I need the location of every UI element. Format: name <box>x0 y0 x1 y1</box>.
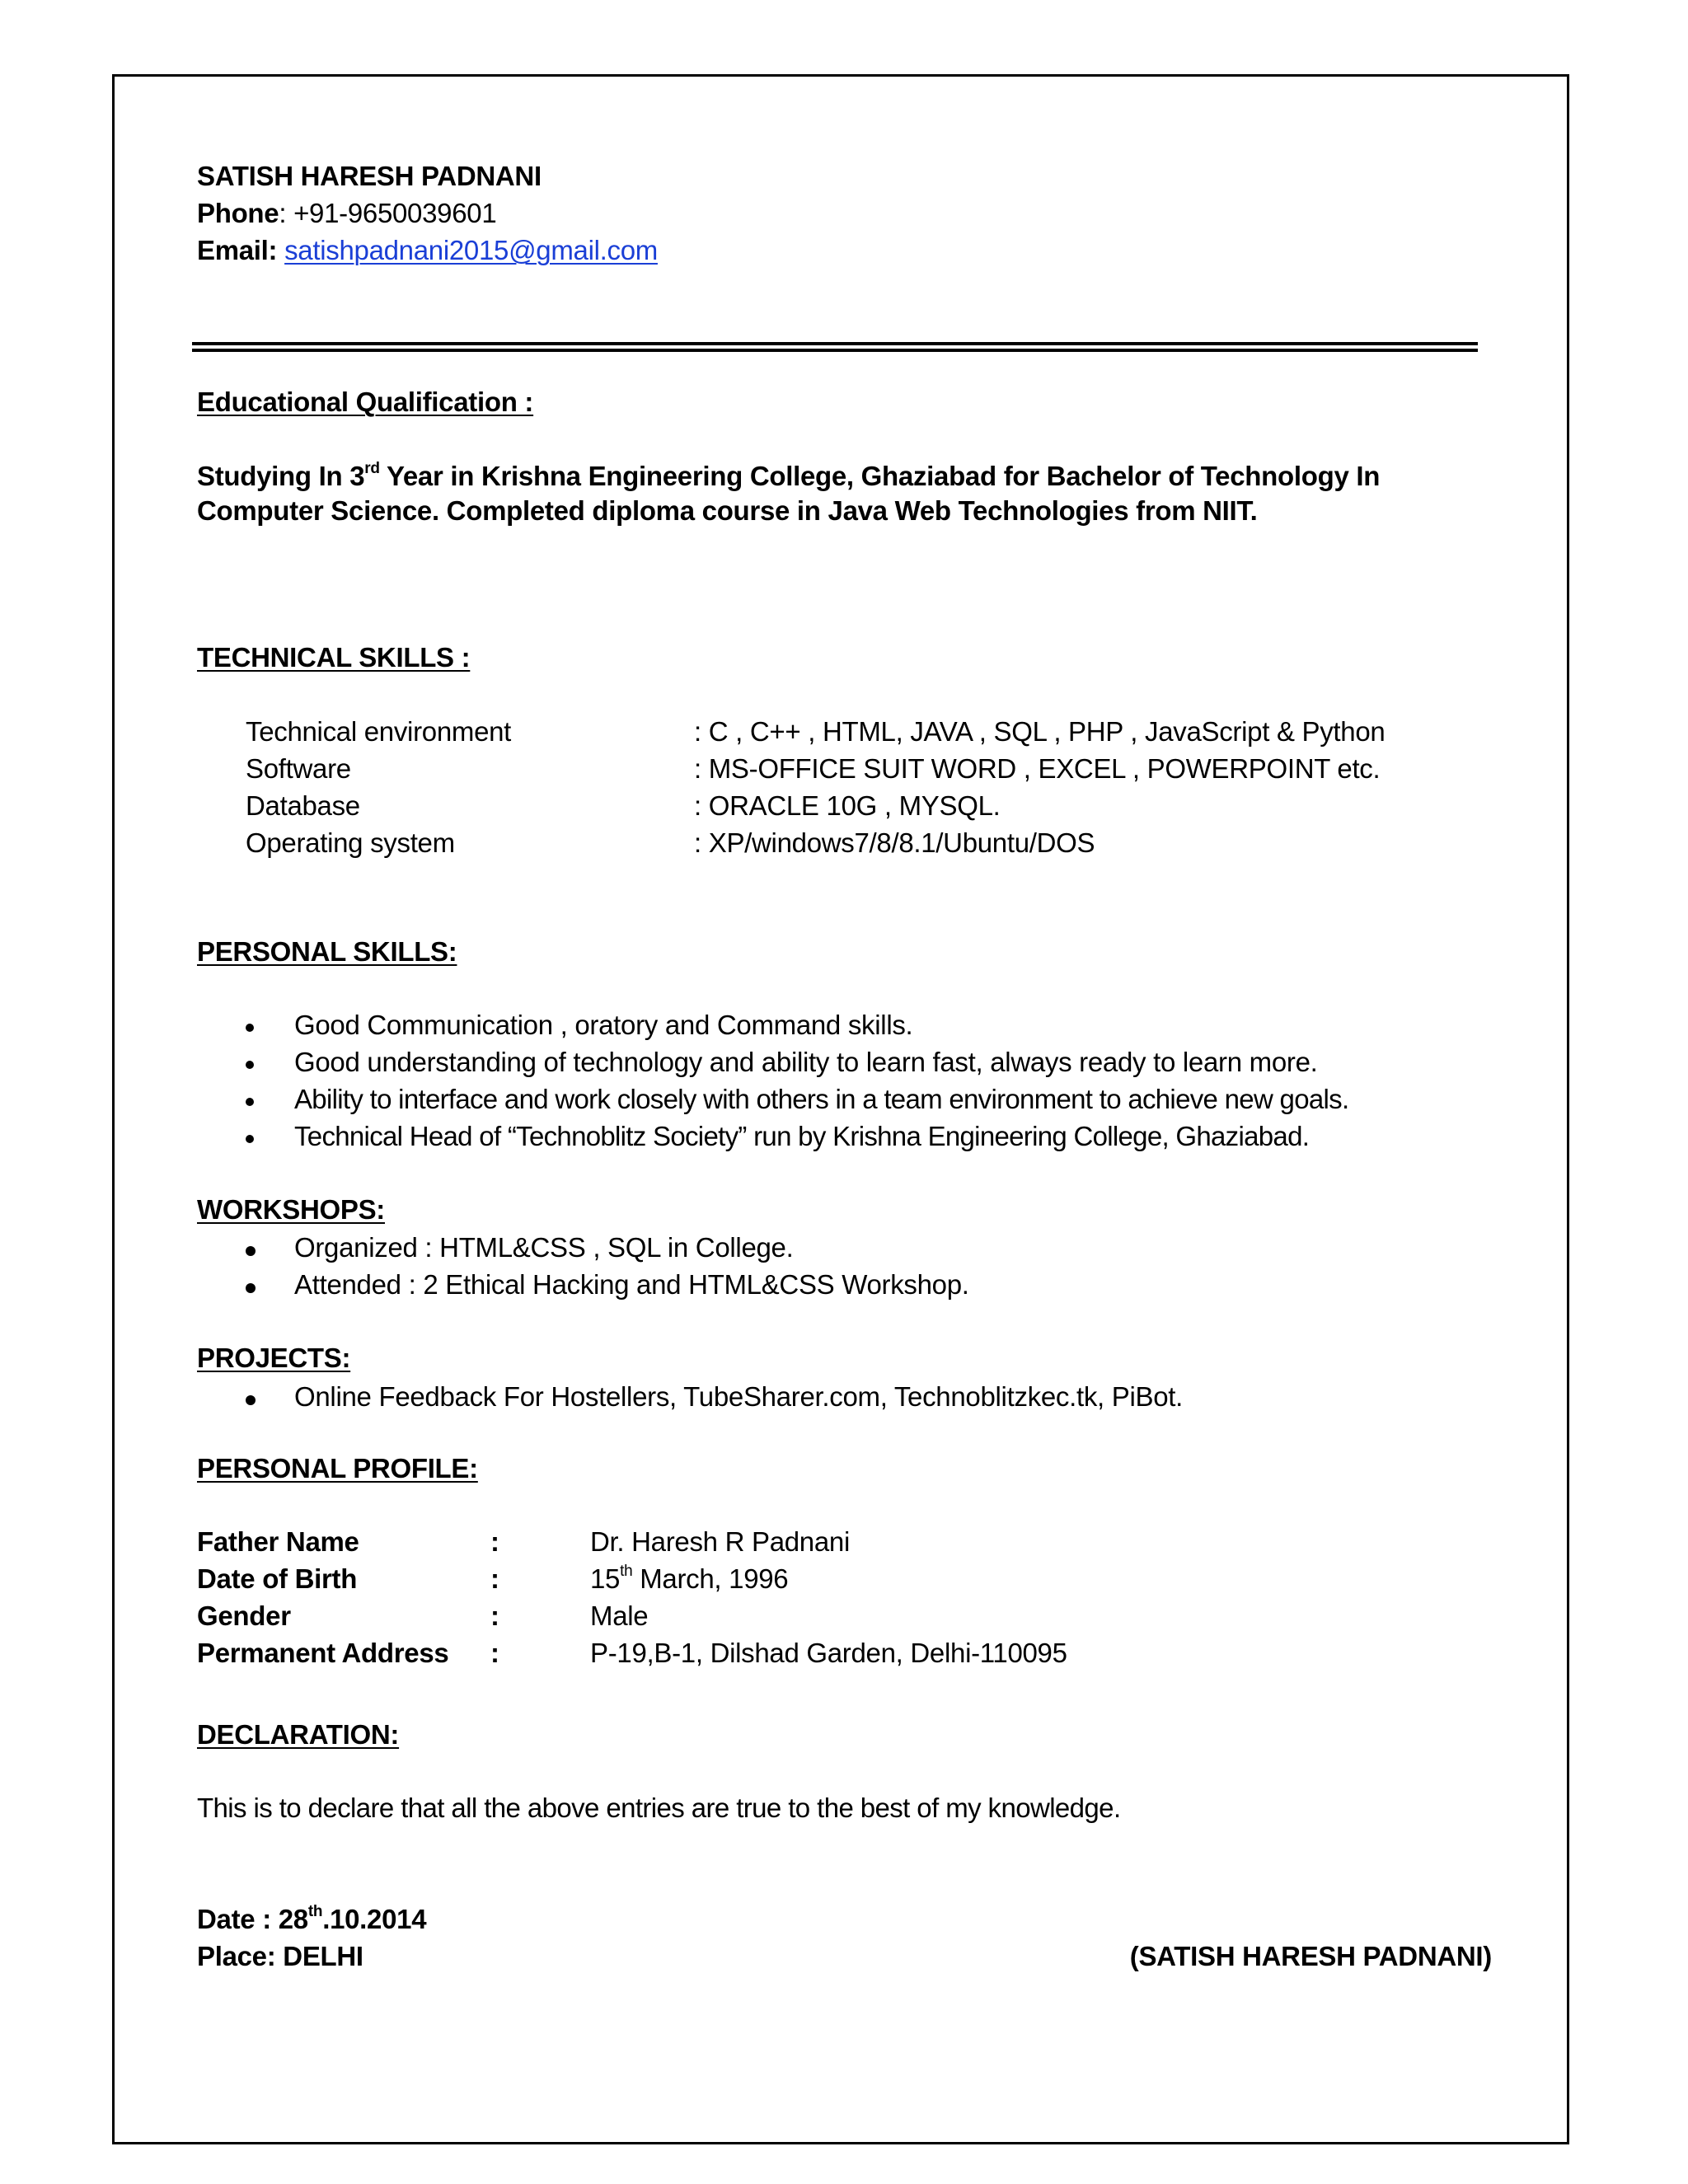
workshop-item: Organized : HTML&CSS , SQL in College. <box>294 1232 794 1263</box>
date-day-suffix: th <box>307 1903 323 1920</box>
tech-label-software: Software <box>246 753 351 784</box>
bullet-icon <box>246 1395 256 1405</box>
bullet-icon <box>246 1024 254 1032</box>
dob-value <box>590 1561 788 1597</box>
projects-heading: PROJECTS: <box>197 1343 351 1373</box>
email-link[interactable]: satishpadnani2015@gmail.com <box>284 235 658 265</box>
personal-profile-heading: PERSONAL PROFILE: <box>197 1453 478 1483</box>
profile-colon: : <box>490 1563 499 1594</box>
date-rest: .10.2014 <box>322 1904 427 1934</box>
address-label: Permanent Address <box>197 1638 449 1668</box>
gender-value: Male <box>590 1601 649 1631</box>
tech-label-environment: Technical environment <box>246 716 512 747</box>
profile-colon: : <box>490 1601 499 1631</box>
workshops-heading: WORKSHOPS: <box>197 1194 386 1225</box>
header-divider-bottom <box>192 349 1478 352</box>
signature-name: (SATISH HARESH PADNANI) <box>1129 1941 1492 1971</box>
education-line-1 <box>197 458 1380 494</box>
gender-label: Gender <box>197 1601 291 1631</box>
tech-value-software: : MS-OFFICE SUIT WORD , EXCEL , POWERPOINT etc. <box>694 753 1381 784</box>
workshop-item: Attended : 2 Ethical Hacking and HTML&CSS Workshop. <box>294 1269 969 1300</box>
personal-skill-item: Good Communication , oratory and Command skills. <box>294 1010 913 1040</box>
tech-value-os: : XP/windows7/8/8.1/Ubuntu/DOS <box>694 827 1095 858</box>
tech-value-environment: : C , C++ , HTML, JAVA , SQL , PHP , JavaScript & Python <box>694 716 1386 747</box>
education-line-2: Computer Science. Completed diploma course in Java Web Technologies from NIIT. <box>197 495 1258 526</box>
candidate-name: SATISH HARESH PADNANI <box>197 161 542 191</box>
technical-skills-heading: TECHNICAL SKILLS : <box>197 642 471 673</box>
personal-skill-item: Good understanding of technology and ability to learn fast, always ready to learn more. <box>294 1047 1318 1077</box>
bullet-icon <box>246 1246 256 1256</box>
father-name-value: Dr. Haresh R Padnani <box>590 1526 850 1557</box>
personal-skill-item: Ability to interface and work closely with others in a team environment to achieve new goals. <box>294 1084 1349 1114</box>
email-label: Email: <box>197 235 278 265</box>
profile-colon: : <box>490 1526 499 1557</box>
education-line-1-rest: Year in Krishna Engineering College, Ghaziabad for Bachelor of Technology In <box>379 461 1381 491</box>
date-day: Date : 28 <box>197 1904 308 1934</box>
date-line <box>197 1901 426 1938</box>
phone-value: : +91-9650039601 <box>279 198 497 228</box>
declaration-heading: DECLARATION: <box>197 1719 400 1750</box>
bullet-icon <box>246 1098 254 1106</box>
dob-day-suffix: th <box>620 1563 633 1580</box>
personal-skills-heading: PERSONAL SKILLS: <box>197 936 457 967</box>
phone-line <box>197 195 496 232</box>
father-name-label: Father Name <box>197 1526 359 1557</box>
tech-label-database: Database <box>246 790 360 821</box>
tech-label-os: Operating system <box>246 827 455 858</box>
education-heading: Educational Qualification : <box>197 387 534 417</box>
email-line <box>197 232 658 269</box>
phone-label: Phone <box>197 198 279 228</box>
header-divider-top <box>192 342 1478 345</box>
personal-skill-item: Technical Head of “Technoblitz Society” run by Krishna Engineering College, Ghaziabad. <box>294 1121 1310 1151</box>
place-line: Place: DELHI <box>197 1941 363 1971</box>
bullet-icon <box>246 1061 254 1069</box>
project-item: Online Feedback For Hostellers, TubeSharer.com, Technoblitzkec.tk, PiBot. <box>294 1381 1184 1412</box>
education-year-suffix: rd <box>364 460 380 477</box>
bullet-icon <box>246 1135 254 1143</box>
tech-value-database: : ORACLE 10G , MYSQL. <box>694 790 1001 821</box>
dob-day: 15 <box>590 1563 621 1594</box>
dob-month-year: March, 1996 <box>632 1563 789 1594</box>
bullet-icon <box>246 1283 256 1293</box>
profile-colon: : <box>490 1638 499 1668</box>
dob-label: Date of Birth <box>197 1563 358 1594</box>
address-value: P-19,B-1, Dilshad Garden, Delhi-110095 <box>590 1638 1067 1668</box>
declaration-text: This is to declare that all the above entries are true to the best of my knowledge. <box>197 1793 1121 1823</box>
education-year-number: Studying In 3 <box>197 461 365 491</box>
